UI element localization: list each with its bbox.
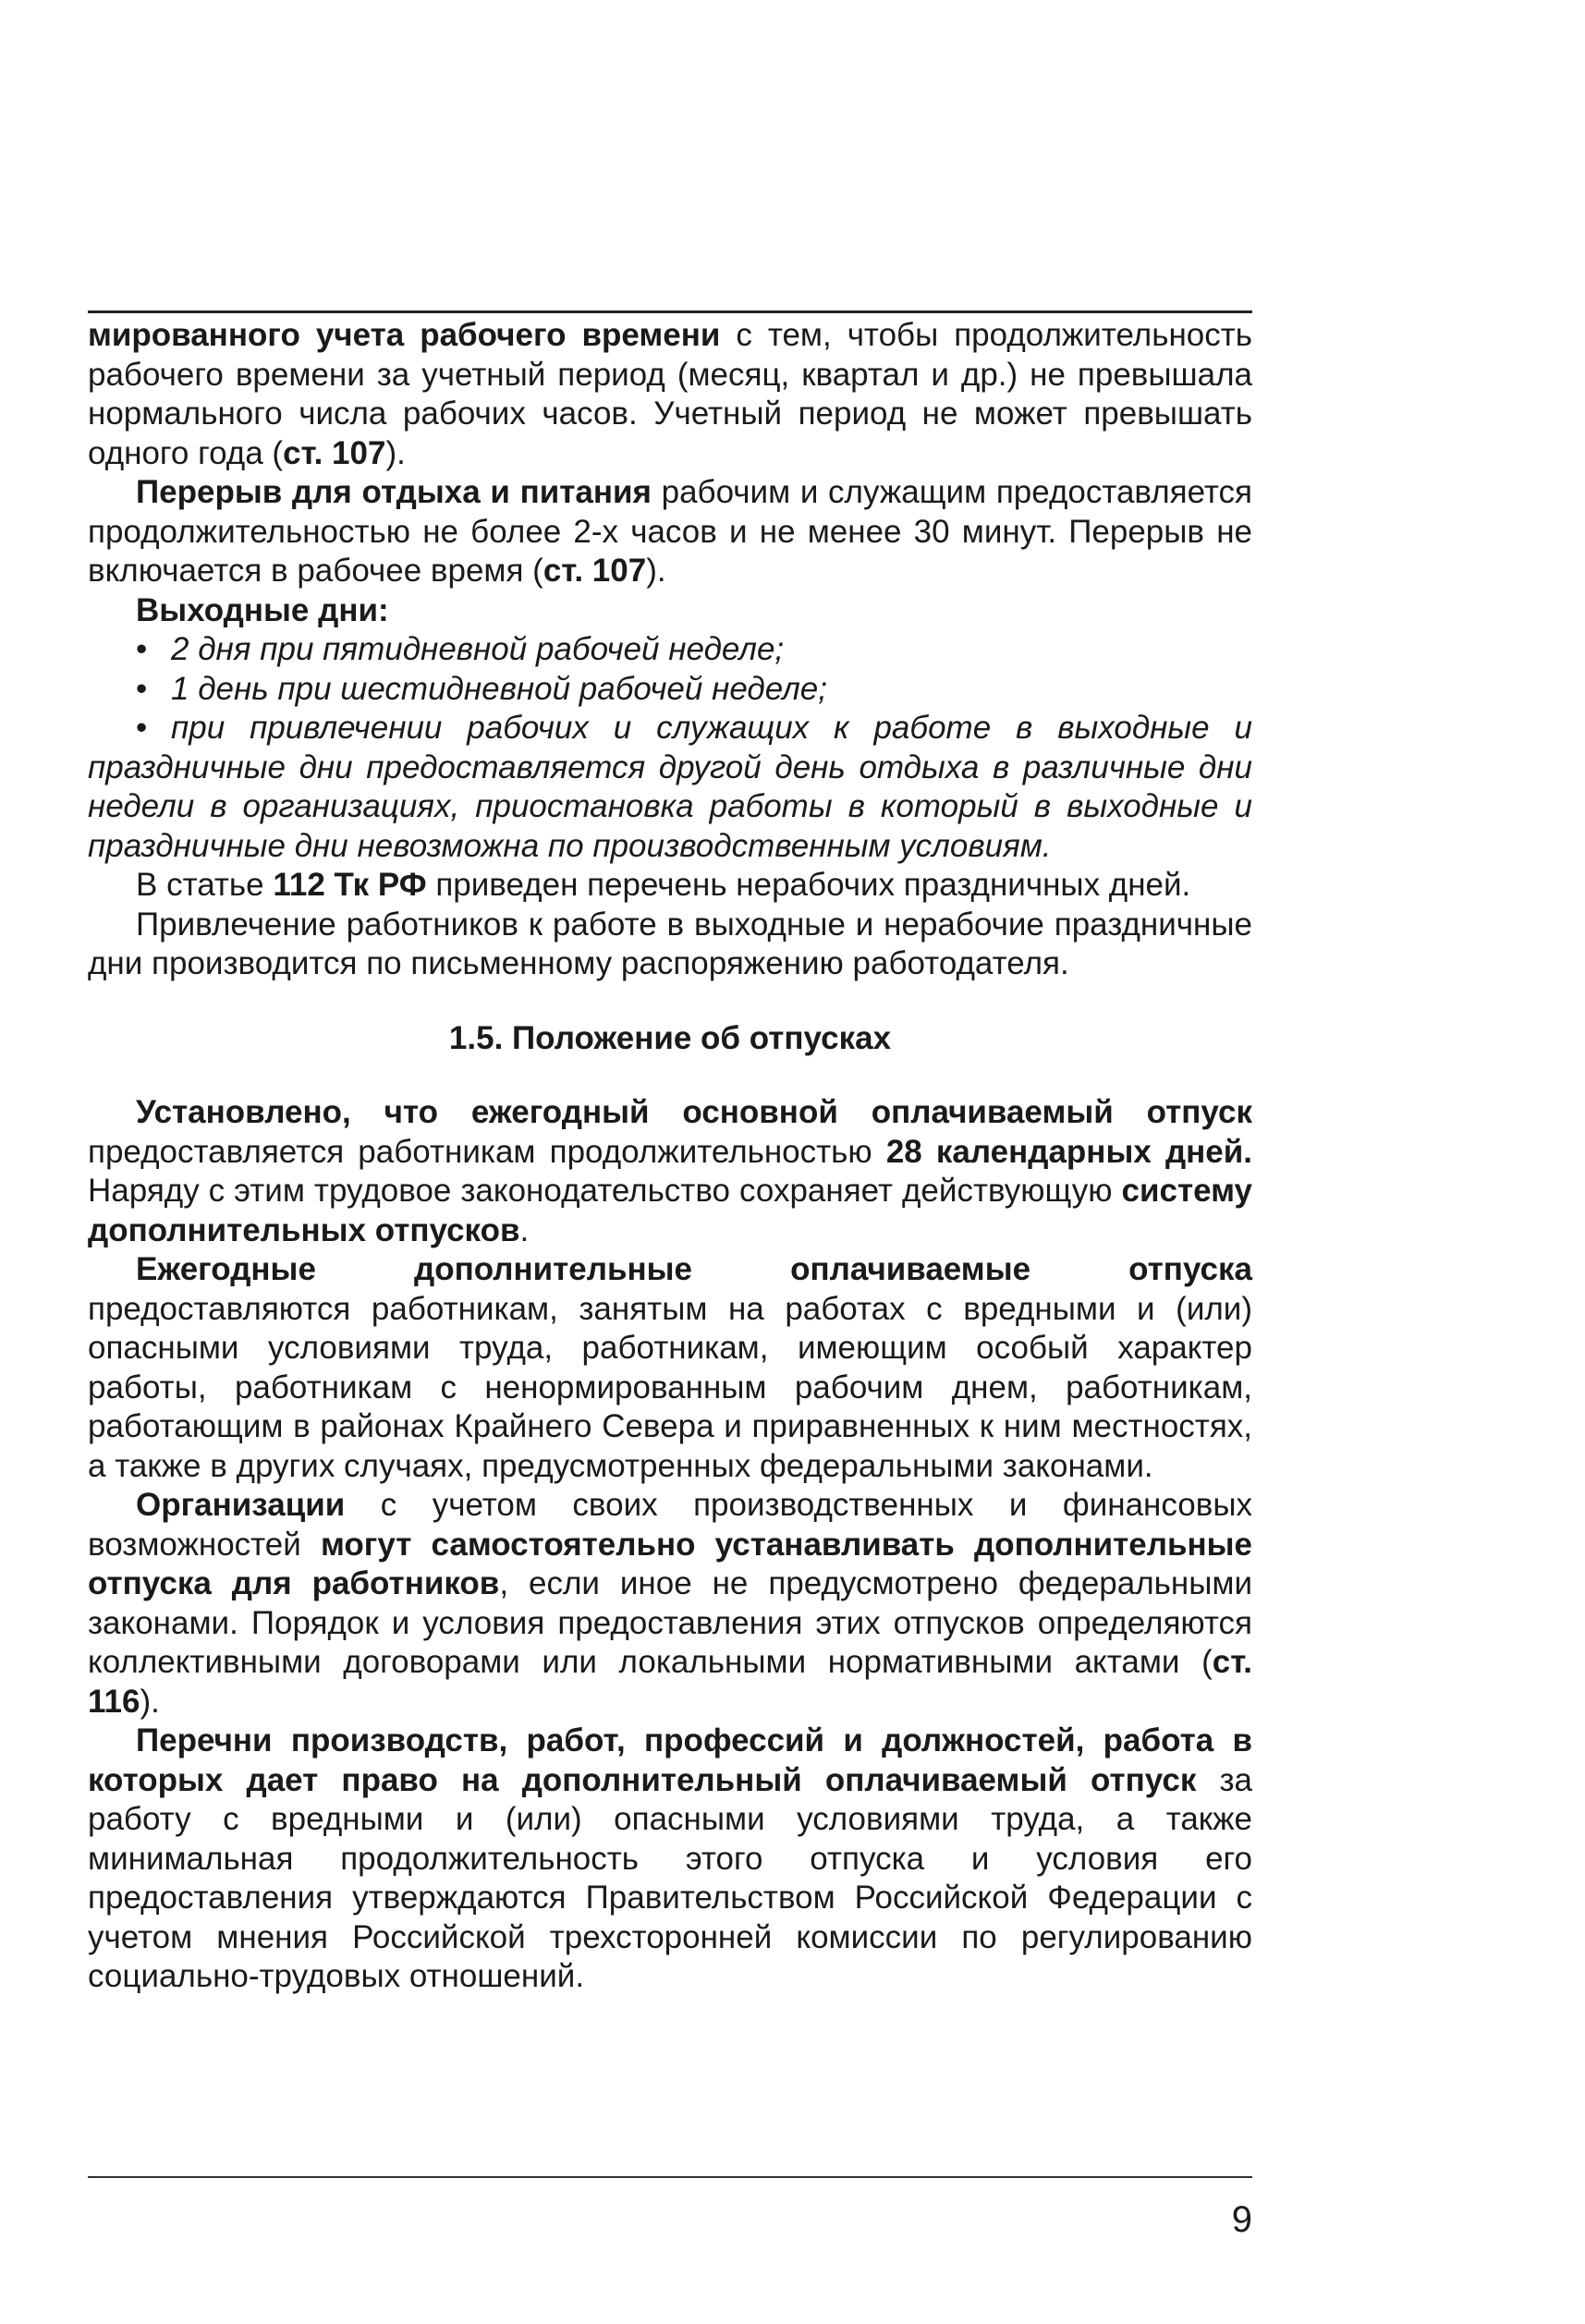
article-reference: ст. 116 (88, 1644, 1252, 1720)
top-divider (88, 310, 1252, 313)
paragraph-text: рабочим и служащим предоставляется продолжительностью не более 2-х часов и не менее 30 минут. Перерыв не включается в рабочее время ( (88, 474, 1252, 589)
bold-phrase: Установлено, что ежегодный основной оплачиваемый отпуск (136, 1094, 1252, 1130)
paragraph-break (88, 473, 1252, 591)
footer-divider (88, 2176, 1252, 2178)
bold-phrase: мированного учета рабочего времени (88, 317, 721, 353)
paragraph-text: с тем, чтобы продолжительность рабочего времени за учетный период (месяц, квартал и др.) не превышала нормального числа рабочих часов. Учетный период не может превышать одного года ( (88, 317, 1252, 471)
days-off-heading: Выходные дни: (136, 591, 389, 628)
paragraph-organizations: Организации с учетом своих производственных и финансовых возможностей могут самостоятельно устанавливать дополнительные отпуска для работников, если иное не предусмотрено федеральными законами. Порядок и условия предоставления этих отпусков определяются коллективными договорами или локальными нормативными актами (ст. 116). (88, 1487, 1252, 1720)
bold-phrase: Ежегодные дополнительные оплачиваемые отпуска (136, 1251, 1252, 1287)
bold-phrase: систему дополнительных отпусков (88, 1173, 1252, 1248)
bold-phrase: могут самостоятельно устанавливать дополнительные отпуска для работников (88, 1526, 1252, 1601)
bullet-marker: • (136, 710, 148, 746)
bullet-marker: • (136, 670, 148, 707)
bold-phrase: Организации (136, 1487, 346, 1523)
list-item (88, 709, 1252, 866)
paragraph-additional-leave: Ежегодные дополнительные оплачиваемые отпуска предоставляются работникам, занятым на работах с вредными и (или) опасными условиями труда, работникам, имеющим особый характер работы, работникам с ненормированным рабочим днем, работникам, работающим в районах Крайнего Севера и приравненных к ним местностях, а также в других случаях, предусмотренных федеральными законами. (88, 1251, 1252, 1484)
bold-phrase: Перерыв для отдыха и питания (136, 474, 652, 510)
page-number: 9 (1231, 2199, 1252, 2240)
page-body (88, 316, 1252, 1997)
paragraph-working-time (88, 316, 1252, 473)
list-item-text: 1 день при шестидневной рабочей неделе; (171, 670, 827, 707)
paragraph-text: ). (385, 434, 406, 471)
list-item-text: при привлечении рабочих и служащих к работе в выходные и праздничные дни предоставляется другой день отдыха в различные дни недели в организациях, приостановка работы в который в выходные и праздничные дни невозможна по производственным условиям. (88, 710, 1252, 864)
bullet-marker: • (136, 631, 148, 667)
paragraph-annual-leave: Установлено, что ежегодный основной оплачиваемый отпуск предоставляется работникам продолжительностью 28 календарных дней. Наряду с этим трудовое законодательство сохраняет действующую систему дополнительных отпусков. (88, 1094, 1253, 1248)
days-off-list (88, 630, 1252, 866)
paragraph-text: ). (646, 553, 666, 589)
article-reference: ст. 107 (283, 434, 386, 471)
article-reference: ст. 107 (543, 553, 647, 589)
bold-phrase: Перечни производств, работ, профессий и должностей, работа в которых дает право на дополнительный оплачиваемый отпуск (88, 1722, 1252, 1798)
article-reference: 112 Тк РФ (273, 867, 427, 903)
list-item (88, 630, 1252, 670)
list-item (88, 670, 1252, 710)
paragraph-lists: Перечни производств, работ, профессий и должностей, работа в которых дает право на дополнительный оплачиваемый отпуск за работу с вредными и (или) опасными условиями труда, а также минимальная продолжительность этого отпуска и условия его предоставления утверждаются Правительством Российской Федерации с учетом мнения Российской трехсторонней комиссии по регулированию социально-трудовых отношений. (88, 1722, 1252, 1994)
bold-phrase: 28 календарных дней. (885, 1133, 1253, 1170)
list-item-text: 2 дня при пятидневной рабочей неделе; (171, 631, 785, 667)
paragraph-holidays: В статье 112 Тк РФ приведен перечень нерабочих праздничных дней. (136, 867, 1191, 903)
paragraph-overtime: Привлечение работников к работе в выходные и нерабочие праздничные дни производится по письменному распоряжению работодателя. (88, 906, 1252, 981)
section-heading: 1.5. Положение об отпусках (448, 1019, 892, 1056)
